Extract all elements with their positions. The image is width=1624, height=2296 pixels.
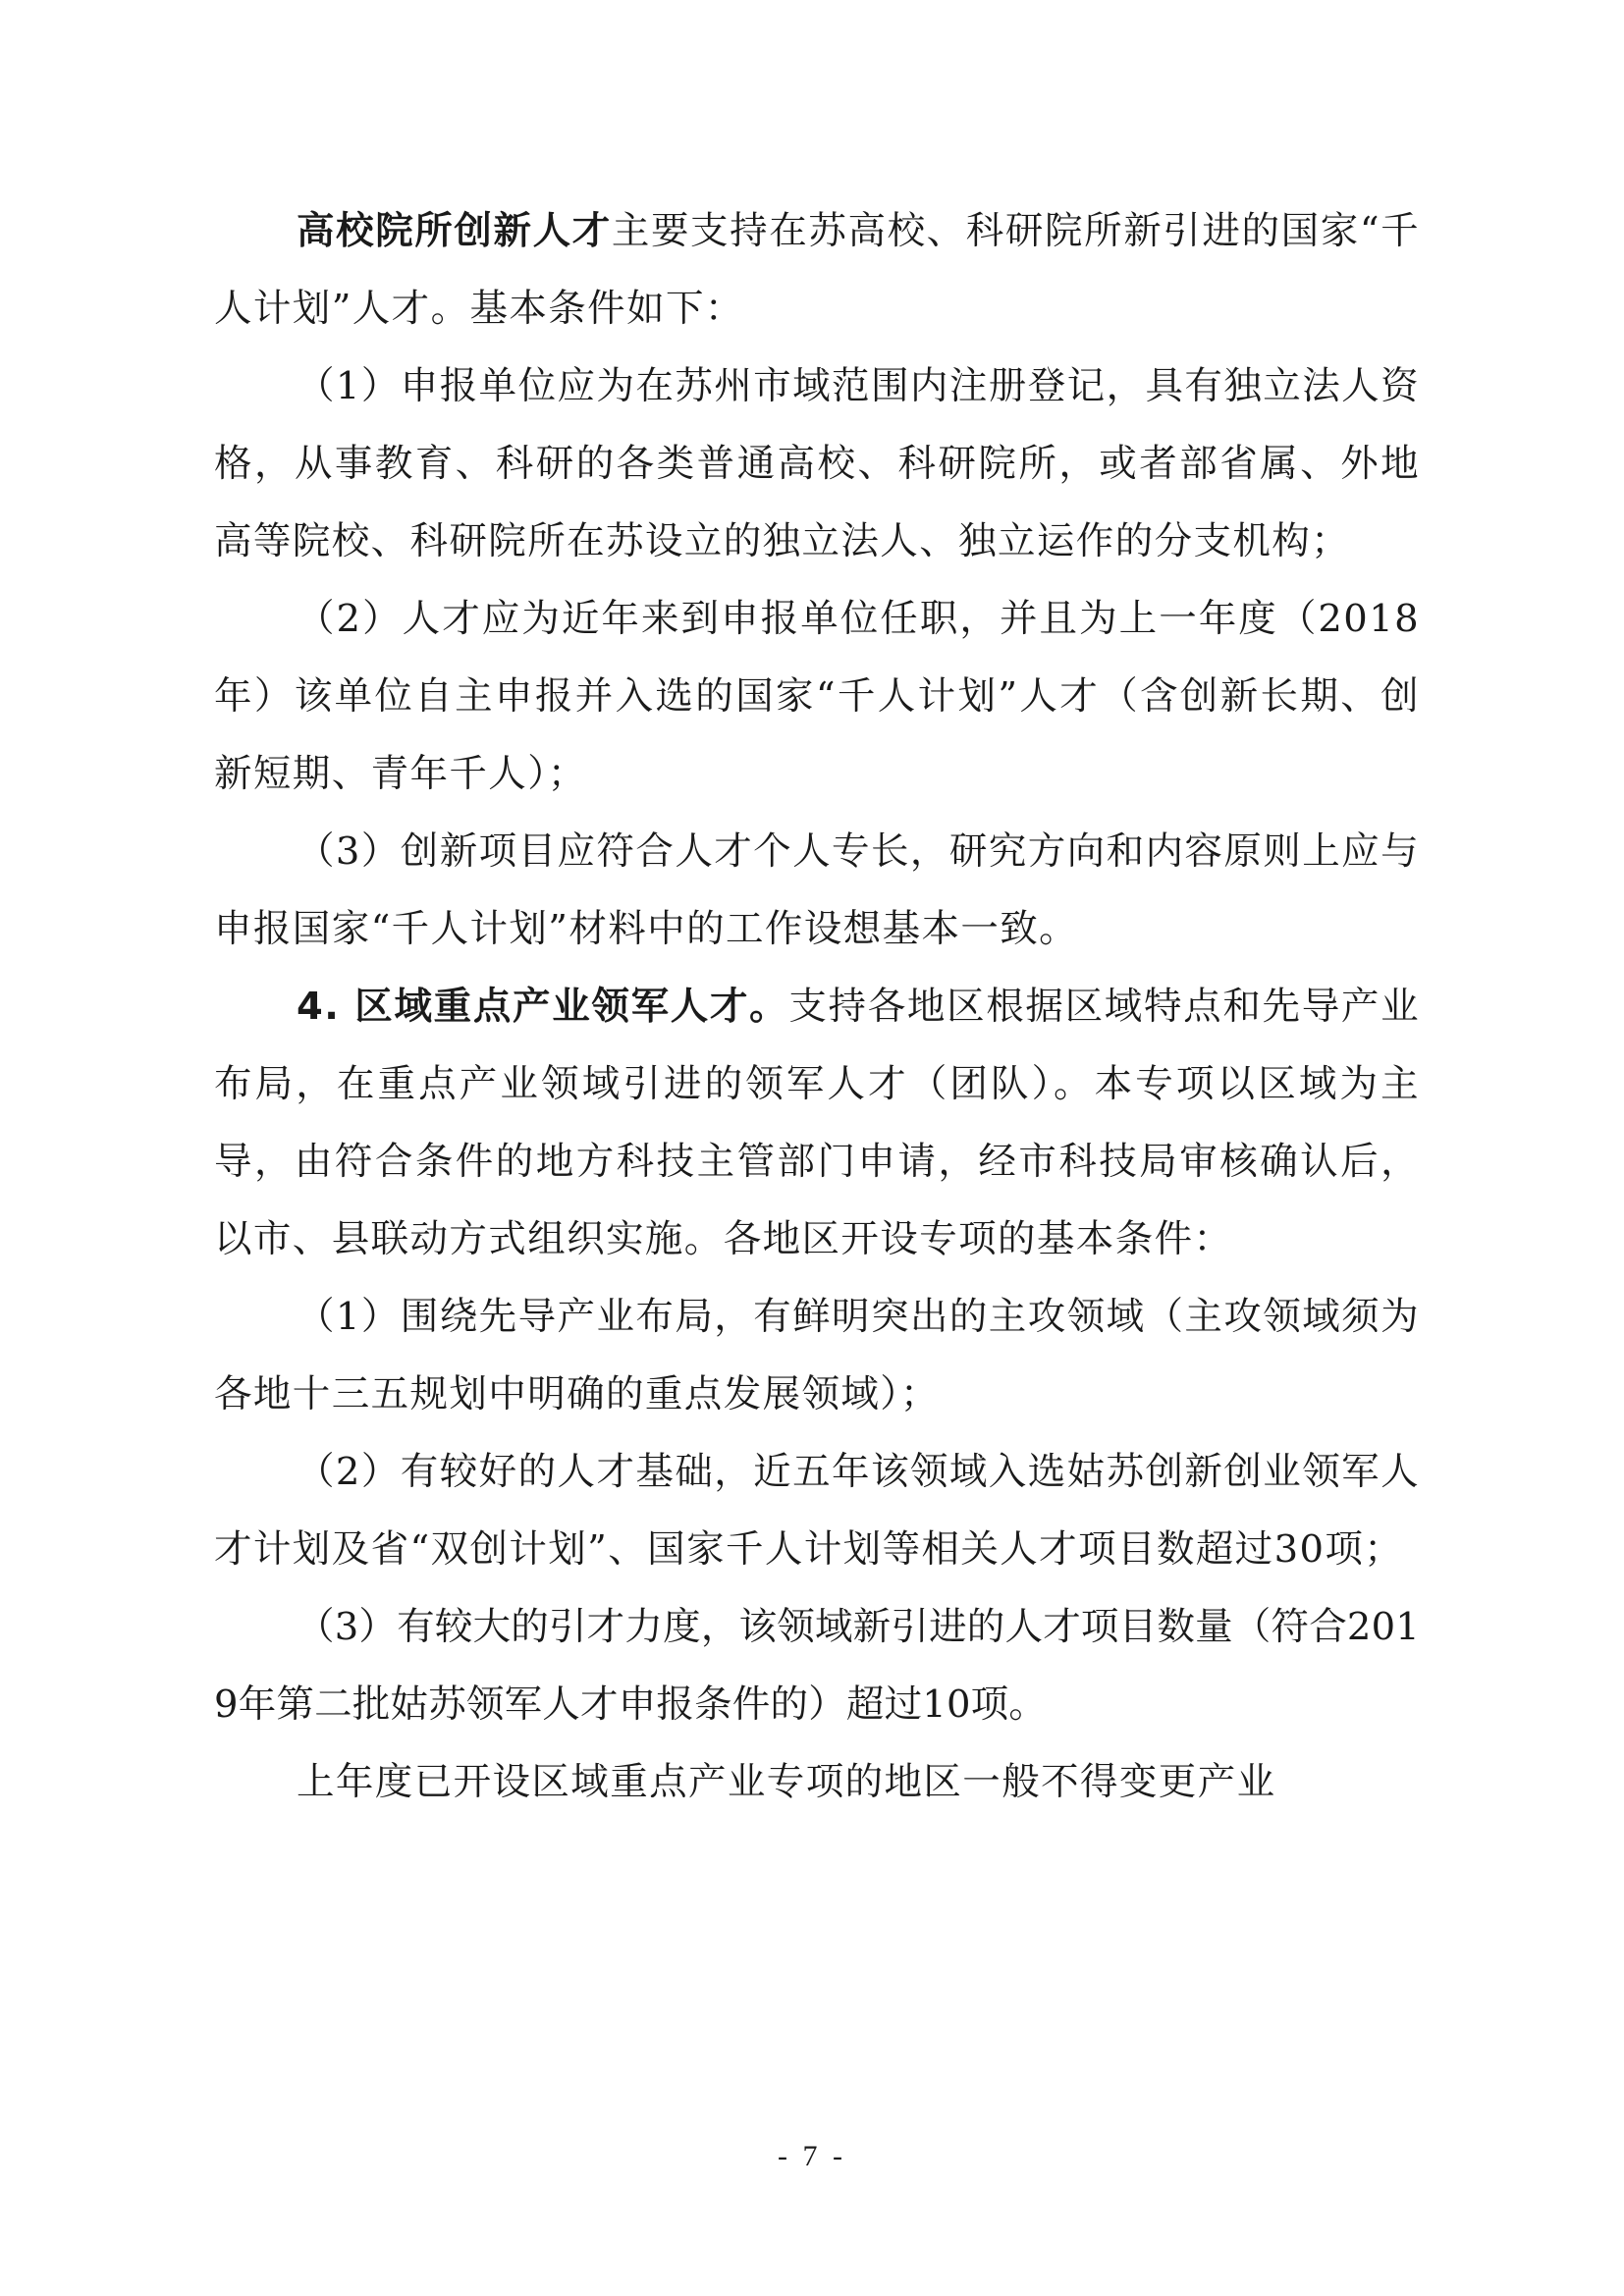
paragraph-text: 支持各地区根据区域特点和先导产业布局，在重点产业领域引进的领军人才（团队）。本专项以区域为主导，由符合条件的地方科技主管部门申请，经市科技局审核确认后，以市、县联动方式组织实施。各地区开设专项的基本条件： xyxy=(214,985,1420,1261)
paragraph-text: （3）创新项目应符合人才个人专长，研究方向和内容原则上应与申报国家“千人计划”材料中的工作设想基本一致。 xyxy=(214,829,1420,951)
paragraph-text: （1）围绕先导产业布局，有鲜明突出的主攻领域（主攻领域须为各地十三五规划中明确的重点发展领域）； xyxy=(214,1295,1420,1416)
paragraph-regional-condition-3 xyxy=(214,1588,1420,1743)
paragraph-condition-3 xyxy=(214,813,1420,968)
paragraph-university-talent xyxy=(214,192,1420,347)
paragraph-condition-2 xyxy=(214,580,1420,813)
paragraph-regional-condition-2 xyxy=(214,1433,1420,1588)
paragraph-condition-1 xyxy=(214,347,1420,580)
document-body xyxy=(214,192,1420,1821)
page-number: - 7 - xyxy=(778,2140,846,2172)
paragraph-regional-industry-talent xyxy=(214,968,1420,1278)
paragraph-text: 主要支持在苏高校、科研院所新引进的国家“千人计划”人才。基本条件如下： xyxy=(214,209,1421,331)
paragraph-text: 上年度已开设区域重点产业专项的地区一般不得变更产业 xyxy=(297,1760,1276,1804)
paragraph-regional-condition-1 xyxy=(214,1278,1420,1433)
paragraph-previous-year-note xyxy=(214,1743,1420,1821)
paragraph-bold-lead: 4. 区域重点产业领军人才。 xyxy=(297,985,789,1029)
paragraph-text: （3）有较大的引才力度，该领域新引进的人才项目数量（符合2019年第二批姑苏领军人才申报条件的）超过10项。 xyxy=(214,1605,1420,1727)
paragraph-text: （1）申报单位应为在苏州市域范围内注册登记，具有独立法人资格，从事教育、科研的各类普通高校、科研院所，或者部省属、外地高等院校、科研院所在苏设立的独立法人、独立运作的分支机构； xyxy=(214,364,1420,563)
paragraph-text: （2）有较好的人才基础，近五年该领域入选姑苏创新创业领军人才计划及省“双创计划”、国家千人计划等相关人才项目数超过30项； xyxy=(214,1450,1420,1572)
paragraph-bold-lead: 高校院所创新人才 xyxy=(297,209,612,253)
paragraph-text: （2）人才应为近年来到申报单位任职，并且为上一年度（2018年）该单位自主申报并入选的国家“千人计划”人才（含创新长期、创新短期、青年千人）； xyxy=(214,597,1420,796)
